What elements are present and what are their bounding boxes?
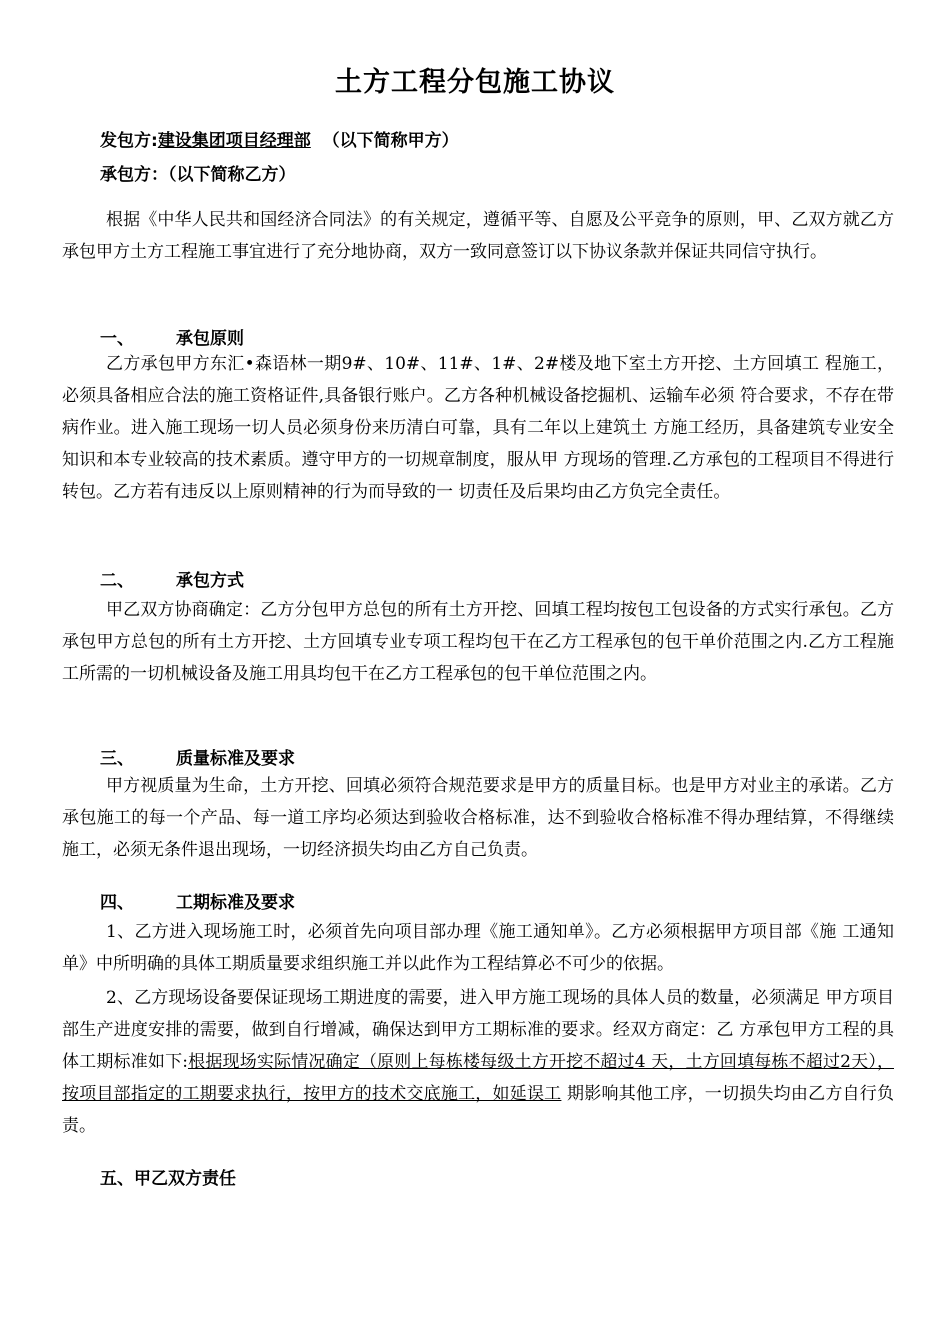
section-2-title: 承包方式 (176, 571, 244, 591)
section-1-number: 一、 (100, 329, 134, 349)
section-2-body: 甲乙双方协商确定：乙方分包甲方总包的所有土方开挖、回填工程均按包工包设备的方式实行承包。乙方承包甲方总包的所有土方开挖、土方回填专业专项工程均包干在乙方工程承包的包干单价范围之内.乙方工程施工所需的一切机械设备及施工用具均包干在乙方工程承包的包干单位范围之内。 (62, 600, 894, 684)
party-a-label: 发包方: (100, 131, 158, 151)
document-title: 土方工程分包施工协议 (335, 67, 615, 98)
section-4-item-2-start: 2、乙方现场设备要保证现场工期进度的需要，进入甲方施工现场的具体人员的数量，必须满足 甲方项目部生产进度安排的需要，做到自行增减，确保达到甲方工期标准的要求。经双方商定：乙 方承包甲方工程的具体工期标准如下: (62, 988, 894, 1072)
party-a-name: 建设集团项目经理部 (157, 131, 311, 151)
party-b-note: （以下简称乙方） (168, 165, 296, 185)
section-4-item-2 (62, 982, 894, 1142)
section-4-item-2-end: 期影响其他工序，一切损失均由乙方自行负责。 (62, 1084, 895, 1136)
section-2-number: 二、 (100, 571, 134, 591)
section-5-heading: 五、甲乙双方责任 (100, 1169, 236, 1189)
section-4-number: 四、 (100, 893, 134, 913)
section-4-heading (100, 888, 295, 913)
party-b-label: 承包方： (100, 165, 168, 185)
section-4-item-2-underlined: 根据现场实际情况确定（原则上每栋楼每级土方开挖不超过4 天，土方回填每栋不超过2天），按项目部指定的工期要求执行，按甲方的技术交底施工，如延误工 (62, 1052, 894, 1104)
section-1-body: 乙方承包甲方东汇•森语林一期9#、10#、11#、1#、2#楼及地下室土方开挖、土方回填工 程施工，必须具备相应合法的施工资格证件,具备银行账户。乙方各种机械设备挖掘机、运输车必须 符合要求，不存在带病作业。进入施工现场一切人员必须身份来历清白可靠，具有二年以上建筑土 方施工经历，具备建筑专业安全知识和本专业较高的技术素质。遵守甲方的一切规章制度，服从甲 方现场的管理.乙方承包的工程项目不得进行转包。乙方若有违反以上原则精神的行为而导致的一 切责任及后果均由乙方负完全责任。 (62, 354, 894, 502)
section-3-title: 质量标准及要求 (176, 749, 295, 769)
party-a-line (100, 126, 459, 151)
section-1-title: 承包原则 (176, 329, 244, 349)
intro-paragraph: 根据《中华人民共和国经济合同法》的有关规定，遵循平等、自愿及公平竞争的原则，甲、乙双方就乙方承包甲方土方工程施工事宜进行了充分地协商，双方一致同意签订以下协议条款并保证共同信守执行。 (62, 210, 894, 262)
section-3-heading (100, 744, 295, 769)
party-b-line (100, 160, 296, 185)
party-a-note: （以下简称甲方） (322, 131, 459, 151)
section-1-heading (100, 324, 244, 349)
section-3-number: 三、 (100, 749, 134, 769)
section-2-heading (100, 566, 244, 591)
section-3-body: 甲方视质量为生命，土方开挖、回填必须符合规范要求是甲方的质量目标。也是甲方对业主的承诺。乙方承包施工的每一个产品、每一道工序均必须达到验收合格标准，达不到验收合格标准不得办理结算，不得继续施工，必须无条件退出现场，一切经济损失均由乙方自己负责。 (62, 776, 894, 860)
section-4-title: 工期标准及要求 (176, 893, 295, 913)
section-4-item-1: 1、乙方进入现场施工时，必须首先向项目部办理《施工通知单》。乙方必须根据甲方项目部《施 工通知单》中所明确的具体工期质量要求组织施工并以此作为工程结算必不可少的依据。 (62, 922, 894, 974)
